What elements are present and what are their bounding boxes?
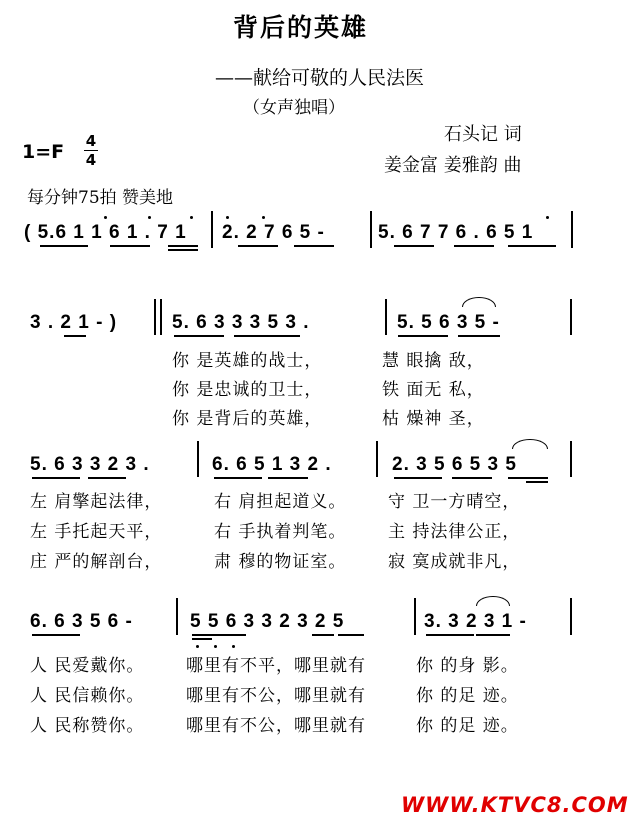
beat-underline: [312, 634, 334, 636]
measure-notes: 5 5 6 3 3 2 3 2 5: [190, 611, 345, 632]
octave-dot: [104, 216, 107, 219]
measure-notes: ( 5.6 1 1 6 1 . 7 1: [24, 222, 187, 243]
beat-underline: [168, 245, 198, 247]
beat-underline: [40, 245, 88, 247]
song-subtitle: ——献给可敬的人民法医: [215, 67, 425, 89]
bar-line: [570, 299, 572, 335]
octave-dot: [262, 216, 265, 219]
lyric-line: 左 肩擎起法律，: [30, 492, 163, 512]
measure-notes: 6. 6 5 1 3 2 .: [212, 454, 332, 475]
bar-line: [570, 441, 572, 477]
lyric-line: 哪里有不公，哪里就有: [186, 716, 366, 736]
tempo-marking: 每分钟75拍 赞美地: [27, 188, 174, 208]
time-signature-top: 4: [85, 132, 97, 150]
measure-notes: 3 . 2 1 - ): [30, 312, 118, 333]
beat-underline: [508, 245, 556, 247]
lyric-line: 你 是背后的英雄，: [172, 409, 323, 429]
bar-line: [385, 299, 387, 335]
composer-credit: 姜金富 姜雅韵 曲: [384, 155, 522, 176]
lyric-line: 守 卫一方晴空，: [388, 492, 521, 512]
lower-octave-dot: [196, 645, 199, 648]
lyric-line: 你 是英雄的战士，: [172, 351, 323, 371]
lyric-line: 你 的足 迹。: [416, 716, 519, 736]
measure-notes: 3. 3 2 3 1 -: [424, 611, 527, 632]
measure-notes: 5. 6 3 3 2 3 .: [30, 454, 150, 475]
tie-arc: [462, 297, 496, 307]
lyric-line: 肃 穆的物证室。: [214, 552, 347, 572]
lyric-line: 庄 严的解剖台，: [30, 552, 163, 572]
lyric-line: 慧 眼擒 敌，: [382, 351, 485, 371]
measure-notes: 5. 6 7 7 6 . 6 5 1: [378, 222, 534, 243]
bar-line: [176, 598, 178, 635]
beat-underline: [174, 335, 224, 337]
bar-line: [571, 211, 573, 248]
lyric-line: 主 持法律公正，: [388, 522, 521, 542]
bar-line: [154, 299, 156, 335]
lyric-line: 枯 燥神 圣，: [382, 409, 485, 429]
site-watermark: WWW.KTVC8.COM: [401, 793, 629, 817]
lower-octave-dot: [214, 645, 217, 648]
lyric-line: 你 是忠诚的卫士，: [172, 380, 323, 400]
beat-underline: [394, 477, 442, 479]
lyric-line: 铁 面无 私，: [382, 380, 485, 400]
beat-underline: [32, 634, 80, 636]
lyric-line: 哪里有不公，哪里就有: [186, 686, 366, 706]
octave-dot: [148, 216, 151, 219]
bar-line: [414, 598, 416, 635]
beat-underline: [32, 477, 80, 479]
beat-underline: [398, 335, 448, 337]
measure-notes: 2. 2 7 6 5 -: [222, 222, 325, 243]
lyric-line: 你 的足 迹。: [416, 686, 519, 706]
measure-notes: 6. 6 3 5 6 -: [30, 611, 133, 632]
bar-line: [211, 211, 213, 248]
beat-underline: [426, 634, 474, 636]
measure-notes: 2. 3 5 6 5 3 5: [392, 454, 517, 475]
lyric-line: 哪里有不平，哪里就有: [186, 656, 366, 676]
beat-underline: [294, 245, 334, 247]
beat-underline: [526, 481, 548, 483]
beat-underline: [234, 335, 300, 337]
beat-underline: [64, 335, 86, 337]
bar-line: [197, 441, 199, 477]
time-signature: [84, 133, 98, 168]
song-title: 背后的英雄: [232, 13, 368, 42]
lyric-line: 你 的身 影。: [416, 656, 519, 676]
lyric-line: 左 手托起天平，: [30, 522, 163, 542]
beat-underline: [214, 477, 262, 479]
beat-underline: [338, 634, 364, 636]
beat-underline: [238, 245, 278, 247]
measure-notes: 5. 6 3 3 3 5 3 .: [172, 312, 310, 333]
octave-dot: [546, 216, 549, 219]
performance-type: （女声独唱）: [243, 98, 345, 118]
octave-dot: [190, 216, 193, 219]
beat-underline: [476, 634, 510, 636]
lyricist-credit: 石头记 词: [444, 124, 522, 145]
bar-line: [570, 598, 572, 635]
lower-octave-dot: [232, 645, 235, 648]
lyric-line: 右 肩担起道义。: [214, 492, 347, 512]
beat-underline: [192, 638, 212, 640]
lyric-line: 人 民爱戴你。: [30, 656, 145, 676]
measure-notes: 5. 5 6 3 5 -: [397, 312, 500, 333]
beat-underline: [452, 477, 492, 479]
tie-arc: [512, 439, 548, 449]
bar-line: [160, 299, 162, 335]
beat-underline: [192, 634, 246, 636]
beat-underline: [394, 245, 434, 247]
lyric-line: 人 民信赖你。: [30, 686, 145, 706]
bar-line: [376, 441, 378, 477]
lyric-line: 人 民称赞你。: [30, 716, 145, 736]
beat-underline: [508, 477, 548, 479]
octave-dot: [226, 216, 229, 219]
bar-line: [370, 211, 372, 248]
beat-underline: [168, 249, 198, 251]
beat-underline: [458, 335, 500, 337]
beat-underline: [88, 477, 126, 479]
beat-underline: [268, 477, 308, 479]
beat-underline: [110, 245, 150, 247]
beat-underline: [454, 245, 494, 247]
lyric-line: 寂 寞成就非凡，: [388, 552, 521, 572]
key-signature: 1=F: [22, 141, 65, 163]
tie-arc: [476, 596, 510, 606]
time-signature-bottom: 4: [85, 151, 97, 169]
lyric-line: 右 手执着判笔。: [214, 522, 347, 542]
